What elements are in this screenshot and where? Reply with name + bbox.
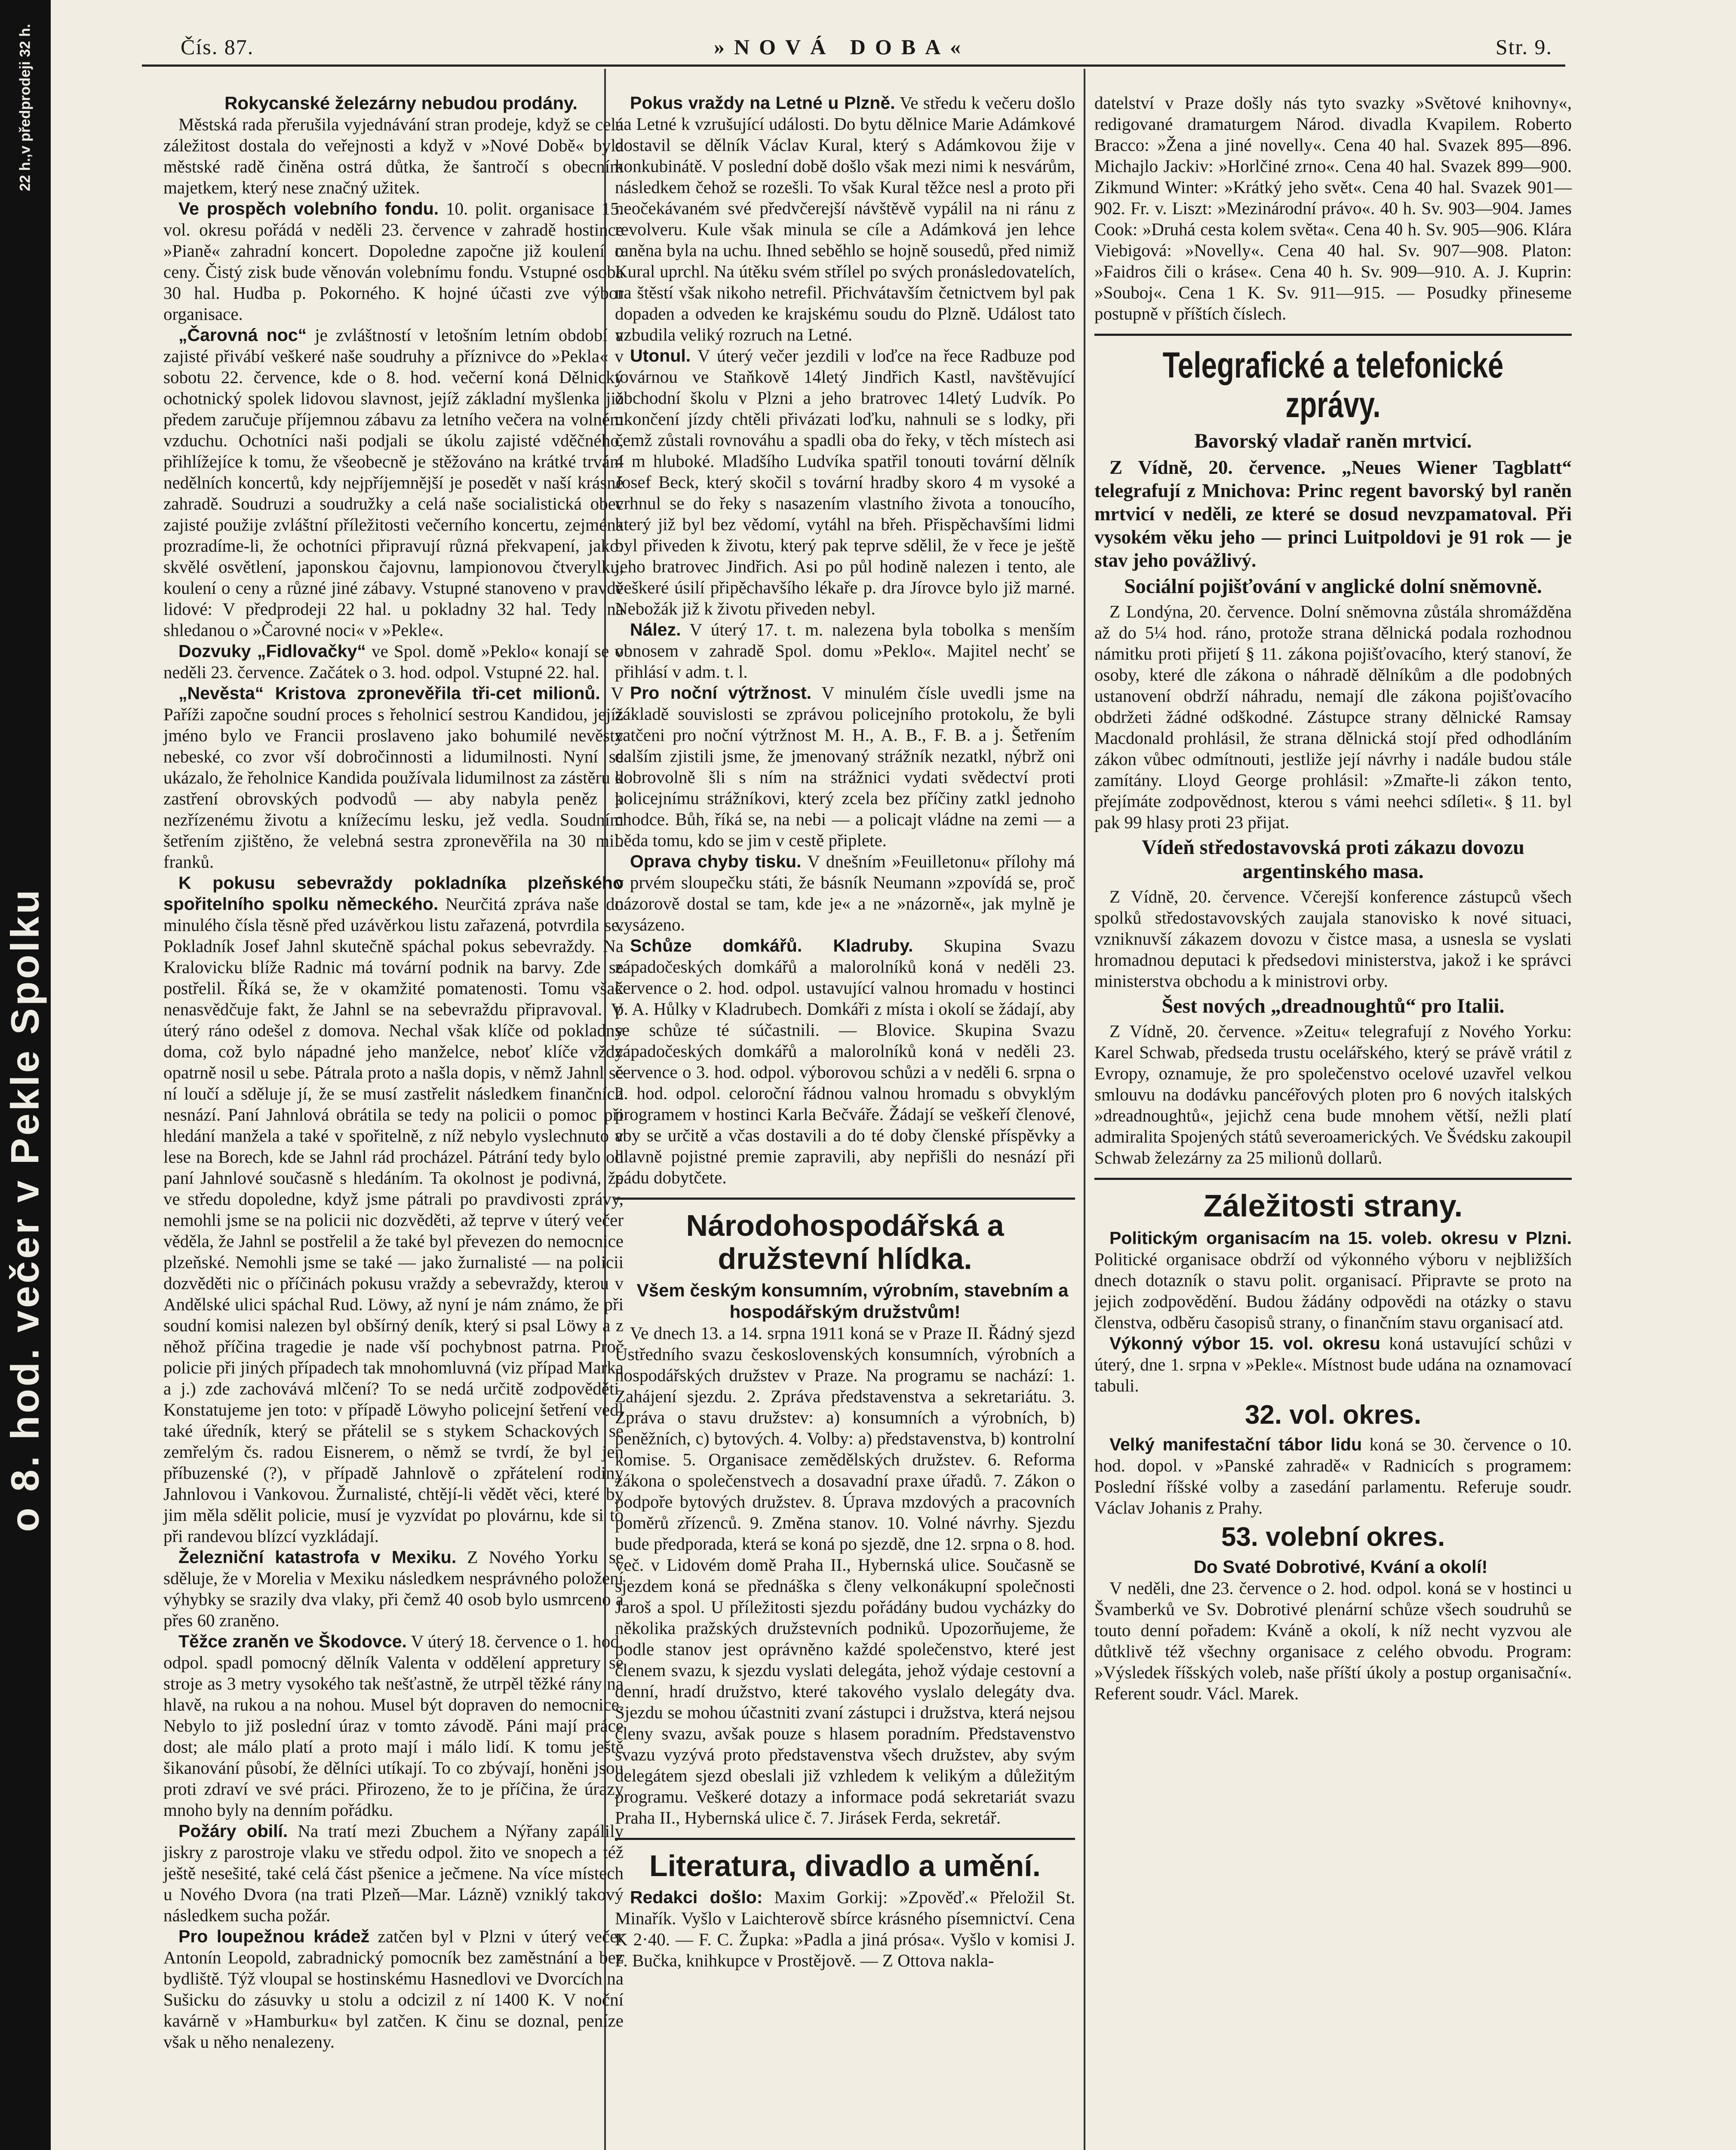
article-text: Na tratí mezi Zbuchem a Nýřany zapálily jiskry z parostroje vlaku ve středu odpol. žito ve snopech a též ještě nesešité, také celá část pšenice a ječmene. Na více místech u Nového Dvora (na trati Plzeň—Mar. Lázně) vzniklý takový následkem sucha požár.	[163, 1821, 624, 1925]
vertical-ad-price: 22 h.,v předprodeji 32 h.	[17, 24, 34, 191]
article-title: „Čarovná noc“	[178, 325, 307, 345]
article-text: Politické organisace obdrží od výkonného výboru v nejbližších dnech dotazník o stavu polit. organisací. Připravte se proto na jejich zodpovědění. Budou žádány odpovědi na otázky o stavu členstva, odběru časopisů strany, o finančním stavu organisací atd.	[1094, 1249, 1572, 1332]
article-text: Ve dnech 13. a 14. srpna 1911 koná se v Praze II. Řádný sjezd Ústředního svazu československých konsumních, výrobních a hospodářských družstev v Praze. Na programu se nachází: 1. Zahájení sjezdu. 2. Zpráva představenstva a sekretariátu. 3. Zpráva o stavu družstev: a) konsumních a výrobních, b) peněžních, c) bytových. 4. Volby: a) představenstva, b) kontrolní komise. 5. Organisace zemědělských družstev. 6. Reforma zákona o společenstvech a dosavadní praxe úřadů. 7. Zákon o podpoře bytových družstev. 8. Úprava mzdových a pracovních poměrů zřízenců. 9. Změna stanov. 10. Volné návrhy. Sjezdu bude předporada, která se koná po sjezdě, dne 12. srpna o 8. hod. več. v Lidovém domě Praha II., Hybernská ulice. Současně se sjezdem koná se přednáška s členy velkonákupní společnosti Jaroš a spol. U příležitosti sjezdu pořádány budou vycházky do několika pražských družstevních podniků. Upozorňujeme, že podle stanov jest oprávněno každé společenstvo, které jest členem svazu, k sjezdu vyslati delegáta, jehož výdaje cestovní a denní, hradí družstvo, které takového vyslalo delegáty dva. Sjezdu se mohou účastniti zvaní zástupci i družstva, která nejsou členy svazu, avšak pouze s hlasem poradním. Představenstvo svazu vyzývá proto představenstva všech družstev, aby svým delegátem sjezd obeslali již vzhledem k velikým a důležitým programu. Veškeré dotazy a informace podá sekretariát svazu Praha II., Hybernská ulice č. 7. Jirásek Ferda, sekretář.	[615, 1323, 1075, 1828]
article-title: Nález.	[630, 620, 681, 639]
subheading: Vídeň středostavovská proti zákazu dovozu argentinského masa.	[1142, 835, 1524, 883]
article-title: Velký manifestační tábor lidu	[1109, 1434, 1362, 1455]
article-title: Redakci došlo:	[630, 1887, 763, 1907]
article-text: V neděli, dne 23. července o 2. hod. odpol. koná se v hostinci u Švamberků ve Sv. Dobrotivé plenární schůze všech soudruhů se touto denní pořadem: Kváně a okolí, k níž necht vyzvou ale důtklivě též všechny organisace z celého obvodu. Program: »Výsledek říšských voleb, naše příští úkoly a postup organisační«. Referent soudr. Václ. Marek.	[1094, 1578, 1572, 1704]
section-heading: Národohospodářská a družstevní hlídka.	[686, 1209, 1004, 1275]
vertical-ad-strip	[0, 0, 51, 2150]
headline: Do Svaté Dobrotivé, Kvání a okolí!	[1193, 1557, 1488, 1577]
article-text: Městská rada přerušila vyjednávání stran prodeje, když se celá záležitost dostala do veřejnosti a když v »Nové Době« byla městské radě činěna ostrá důtka, že šantročí s obecním majetkem, který nese značný užitek.	[163, 114, 624, 197]
section-heading: Telegrafické a telefonické zprávy.	[1162, 345, 1504, 425]
article-title: K pokusu sebevraždy pokladníka plzeňského spořitelního spolku německého.	[163, 873, 624, 914]
article-text: Z Londýna, 20. července. Dolní sněmovna zůstála shromážděna až do 5¼ hod. ráno, protože strana dělnická podala rozhodnou námitku proti přijetí § 11. zákona pojišťovacího, který stanoví, že osoby, které dle zákona o náhradě dělníkům a dle podobných ustanovení obdrží náhradu, nemají dle zákona pojišťovacího obdržeti žádné odškodné. Zástupce strany dělnické Ramsay Macdonald prohlásil, že strana dělnická stojí před odhodláním zákon vůbec odmítnouti, jestliže její návrhy i nadále budou stále zamítány. Lloyd George prohlásil: »Zmařte-li zákon tento, přejímáte zodpovědnost, kterou s vámi neehci sdíleti«. § 11. byl pak 99 hlasy proti 23 přijat.	[1094, 601, 1572, 832]
article-text: Maxim Gorkij: »Zpověď.« Přeložil St. Minařík. Vyšlo v Laichterově sbírce krásného písemnictví. Cena K 2·40. — F. C. Župka: »Padla a jiná prósa«. Vyšlo v komisi J. F. Bučka, knihkupce v Prostějově. — Z Ottova nakla-	[615, 1887, 1075, 1970]
article-text: Z Nového Yorku se sděluje, že v Morelia v Mexiku následkem nesprávného položení výhybky se srazily dva vlaky, při čemž 40 osob bylo usmrceno a přes 60 zraněno.	[163, 1547, 624, 1630]
section-rule	[615, 1198, 1075, 1200]
section-heading: 53. volební okres.	[1221, 1522, 1445, 1552]
page-header	[142, 26, 1565, 60]
subheading: Šest nových „dreadnoughtů“ pro Italii.	[1161, 994, 1505, 1017]
column-rule	[1084, 69, 1085, 2150]
section-heading: Literatura, divadlo a umění.	[649, 1849, 1041, 1883]
issue-number: Čís. 87.	[181, 35, 254, 59]
article-text: V dnešním »Feuilletonu« přílohy má v prvém sloupečku státi, že básník Neumann »zpovídá se, proč názorově dostal se tam, kde je« a ne »názorně«, jak mylně je vysázeno.	[615, 851, 1075, 934]
article-title: Výkonný výbor 15. vol. okresu	[1109, 1333, 1380, 1353]
header-rule	[142, 64, 1565, 67]
article-text: Skupina Svazu západočeských domkářů a malorolníků koná v neděli 23. července o 2. hod. odpol. ustavující valnou hromadu v hostinci p. A. Hůlky v Kladrubech. Domkáři z místa i okolí se žádají, aby se schůze té súčastnili. — Blovice. Skupina Svazu západočeských domkářů a malorolníků koná v neděli 23. července o 3. hod. odpol. výborovou schůzi a v neděli 6. srpna o 2. hod. odpol. celoroční řádnou valnou hromadu s obvyklým programem v hostinci Karla Bečváře. Žádají se veškeří členové, aby se určitě a včas dostavili a do té doby členské příspěvky a hlavně pojistné premie zapravili, aby nepřišli do nesnází při pádu dobytčete.	[615, 936, 1075, 1187]
article-title: Pro loupežnou krádež	[178, 1926, 370, 1946]
section-heading: 32. vol. okres.	[1244, 1400, 1422, 1430]
article-text: datelství v Praze došly nás tyto svazky »Světové knihovny«, redigované dramaturgem Národ. divadla Kvapilem. Roberto Bracco: »Žena a jiné novelly«. Cena 40 hal. Svazek 895—896. Michajlo Jackiv: »Horlčiné zrno«. Cena 40 hal. Svazek 899—900. Zikmund Winter: »Krátký jeho svět«. Cena 40 hal. Svazek 901—902. Fr. v. Liszt: »Mezinárodní právo«. 40 h. Sv. 903—904. James Cook: »Druhá cesta kolem světa«. Cena 40 h. Sv. 905—906. Klára Viebigová: »Novelly«. Cena 40 hal. Sv. 907—908. Platon: »Faidros čili o kráse«. Cena 40 h. Sv. 909—910. A. J. Kuprin: »Souboj«. Cena 1 K. Sv. 911—915. — Posudky přineseme postupně v příštích číslech.	[1094, 93, 1572, 323]
column-3	[1094, 92, 1572, 1704]
article-title: Dozvuky „Fidlovačky“	[178, 641, 366, 661]
column-1	[163, 92, 624, 2052]
section-rule	[1094, 334, 1572, 336]
article-title: Schůze domkářů. Kladruby.	[630, 936, 913, 955]
section-heading: Záležitosti strany.	[1203, 1189, 1463, 1223]
headline: Rokycanské železárny nebudou prodány.	[224, 93, 578, 113]
article-text: Ve středu k večeru došlo na Letné k vzrušující události. Do bytu dělnice Marie Adámkové dostavil se dělník Václav Kural, který s Adámkovou žije v konkubinátě. V poslední době došlo však mezi nimi k nesvárům, následkem čehož se rozešli. To však Kural těžce nesl a proto při neočekávaném své předvčerejší návštěvě vypálil na ni ránu z revolveru. Kule však minula se cíle a Adámková jen lehce raněna byla na uchu. Ihned seběhlo se hojně sousedů, před nimiž Kural uprchl. Na útěku svém střílel po svých pronásledovatelích, na štěstí však nikoho netrefil. Přichvátavším četnictvem byl pak dopaden a odveden ke krajskému soudu do Plzně. Událost tato vzbudila veliký rozruch na Letné.	[615, 93, 1075, 344]
article-title: Požáry obilí.	[178, 1821, 288, 1841]
article-text: Z Vídně, 20. července. »Zeitu« telegrafují z Nového Yorku: Karel Schwab, předseda trustu ocelářského, který se právě vrátil z Evropy, oznamuje, že pro společenstvo ocelové uzavřel velkou smlouvu na dodávku pancéřových ploten pro 6 nových italských »dreadnoughtů«, jejichž cena bude mnohem větší, nežli platí admiralita Spojených států severoamerických. Ve Švédsku zakoupil Schwab železárny za 25 milionů dollarů.	[1094, 1021, 1572, 1167]
article-title: Utonul.	[630, 346, 691, 366]
article-text: V Paříži započne soudní proces s řeholnicí sestrou Kandidou, jejíž jméno bylo ve Francii proslaveno jako bohumilé nevěsty nebeské, co zvor vší dobročinnosti a lidumilnosti. Nyní se ukázalo, že řeholnice Kandida používala lidumilnost za zástěru k zastření obrovských podvodů — aby nabyla peněz k nezřízenému životu a knížecímu lesku, jež vedla. Soudním šetřením zjištěno, že velebná sestra zpronevěřila na 30 mil. franků.	[163, 683, 624, 872]
page-number: Str. 9.	[1495, 35, 1552, 59]
article-text: V úterý 18. července o 1. hod. odpol. spadl pomocný dělník Valenta v oddělení appretury se stroje as 3 metry vysokého tak nešťastně, že utrpěl těžké rány na hlavě, na rukou a na nohou. Musel být dopraven do nemocnice. Nebylo to již poslední úraz v tomto závodě. Páni mají práce dost; ale málo platí a proto mají i málo lidí. K tomu ještě šikanování působí, že dělníci utíkají. To co zbývají, honěni jsou proti zdraví ve své práci. Přirozeno, že to je příčina, že úrazy mnoho byly na denním pořádku.	[163, 1631, 624, 1820]
article-text: ve Spol. domě »Peklo« konají se v neděli 23. července. Začátek o 3. hod. odpol. Vstupné 22. hal.	[163, 641, 624, 682]
article-title: Pro noční výtržnost.	[630, 683, 812, 703]
article-text: V úterý večer jezdili v loďce na řece Radbuze pod továrnou ve Staňkově 14letý Jindřich Kastl, navštěvující obchodní školu v Plzni a jeho bratrovec 14letý Ludvík. Po ukončení jízdy chtěli přivázati loďku, nahnuli se s lodky, při čemž zůstali rovnováhu a spadli oba do řeky, v těch místech asi 4 m hluboké. Mladšího Ludvíka spatřil tonouti tovární dělník Josef Beck, který skočil s tovární hradby skoro 4 m vysoké a vrhnul se do řeky s nasazením vlastního života a tonoucího, který již byl bez vědomí, vytáhl na břeh. Přispěchavšími lidmi byl přiveden k životu, který pak teprve sdělil, že v řece je ještě jeho bratrovec Jindřich. Asi po půl hodině nalezen i tento, ale veškeré úsilí připěchavšího lékaře p. dra Jírovce bylo již marné. Nebožák již k životu přiveden nebyl.	[615, 346, 1075, 618]
section-rule	[1094, 1178, 1572, 1180]
article-text: koná se 30. července o 10. hod. dopol. v »Panské zahradě« v Radnicích s programem: Poslední říšské volby a zasedání parlamentu. Referuje soudr. Václav Johanis z Prahy.	[1094, 1434, 1572, 1518]
article-text: V minulém čísle uvedli jsme na základě souvislosti se zprávou policejního protokolu, že byli zatčeni pro noční výtržnost M. H., A. B., F. B. a j. Šetřením dalším zjistili jsme, že jmenovaný strážník nezatkl, nýbrž oni dobrovolně šli s ním na strážnici vydati svědectví proti policejnímu strážníkovi, který zcela bez příčiny zatkl jednoho chodce. Bůh, říká se, na nebi — a policajt vládne na zemi — a běda tomu, kdo se jim v cestě připlete.	[615, 683, 1075, 850]
article-text: 10. polit. organisace 15. vol. okresu pořádá v neděli 23. července v zahradě hostince »Pianě« zahradní koncert. Dopoledne započne již koulení o ceny. Čistý zisk bude věnován volebnímu fondu. Vstupné osoba 30 hal. Hudba p. Pokorného. K hojné účasti zve výbor organisace.	[163, 199, 624, 324]
article-title: Těžce zraněn ve Škodovce.	[178, 1631, 407, 1651]
article-title: „Nevěsta“ Kristova zpronevěřila tři-cet milionů.	[178, 683, 600, 703]
article-text: Neurčitá zpráva naše do minulého čísla těsně před uzávěrkou listu zařazená, potvrdila se. Pokladník Josef Jahnl skutečně spáchal pokus sebevraždy. Na Kralovicku blíže Radnic má tovární podnik na barvy. Zde se postřelil. Říká se, že v okamžité pomatenosti. Tomu však nenasvědčuje fakt, že Jahnl se na sebevraždu připravoval. V úterý ráno odešel z domova. Nechal však klíče od pokladny doma, což bylo nápadné jeho manželce, neboť klíče vždy opatrně nosil u sebe. Pátrala proto a našla dopis, v němž Jahnl se ní loučí a sděluje jí, že se musí zastřelit následkem finančních nesnází. Paní Jahnlová obrátila se tedy na policii o pomoc při hledání manžela a také v spořitelně, z níž nebylo vyslechnuto v lese na Borech, kde se Jahnl rád procházel. Pátrání tedy bylo od paní Jahnlové současně s hledáním. Ta okolnost je podivná, že ve středu dopoledne, když jsme pátrali po pravdivosti zprávy, nemohli jsme se na policii nic dozvěděti, až teprve v úterý večer věděla, že Jahnl se postřelil a že také byl převezen do nemocnice plzeňské. Nemohli jsme se také — jako žurnalisté — na policii dozvěděti nic o příčinách pokusu vraždy a sebevraždy, kterou v Andělské ulici spáchal Rud. Löwy, až nyní je nám známo, že při soudní komisi nalezen byl obšírný deník, který si psal Löwy a z něhož příčina tragedie je nade vší pochybnost patrna. Proč policie při jiných případech tak mnohomluvná (viz případ Marka a j.) zde zachovává mlčení? To se nedá určitě zodpověděti. Konstatujeme jen toto: v případě Löwyho policejní šetření vedl také úředník, který se přátelil se s stykem Schackových se zemřelým čs. radou Eisnerem, o němž se tvrdí, že byl jen příbuzenské (?), v případě Jahnlově o zpřátelení rodiny Jahnlovou i Vankovou. Žurnalisté, chtějí-li vědět věci, které by jim měla sdělit policie, musí je vyzvídat po plovárnu, kde si to při randevou blízcí vyzkládají.	[163, 894, 624, 1546]
article-title: Politickým organisacím na 15. voleb. okresu v Plzni.	[1109, 1228, 1572, 1248]
subheading: Sociální pojišťování v anglické dolní sněmovně.	[1124, 574, 1542, 598]
article-text: V úterý 17. t. m. nalezena byla tobolka s menším obnosem v zahradě Spol. domu »Peklo«. Majitel nechť se přihlásí v adm. t. l.	[615, 620, 1075, 682]
subheading: Bavorský vladař raněn mrtvicí.	[1194, 429, 1472, 452]
article-title: Pokus vraždy na Letné u Plzně.	[630, 93, 895, 113]
article-title: Železniční katastrofa v Mexiku.	[178, 1547, 457, 1567]
article-text: zatčen byl v Plzni v úterý večer Antonín Leopold, zabradnický pomocník bez zaměstnání a bez bydliště. Týž vloupal se hostinskému Hasnedlovi ve Dvorcích na Sušicku do zásuvky u stolu a odcizil z ní 1400 K. V noční kavárně v »Hamburku« byl zatčen. K činu se doznal, peníze však u něho nenalezeny.	[163, 1926, 624, 2052]
article-text: Z Vídně, 20. července. Včerejší konference zástupců všech spolků středostavovských zaujala stanovisko k nové situaci, vzniknuvší zákazem dovozu v čistce masa, a usnesla se vyslati hromadnou deputaci k předsedovi ministerstva, jakož i ke správci ministerstva obchodu a k ministrovi orby.	[1094, 886, 1572, 991]
article-title: Oprava chyby tisku.	[630, 851, 802, 871]
vertical-ad-text: o 8. hod. večer v Pekle Spolku	[3, 887, 47, 1532]
article-text: je zvláštností v letošním letním období a zajisté přivábí veškeré naše soudruhy a příznivce do »Pekla« v sobotu 22. července, kde o 8. hod. večerní koná Dělnický ochotnický spolek lidovou slavnost, jejíž základní myšlenka již předem zaručuje příjemnou zábavu za letního večera na volném vzduchu. Ochotníci naši podjali se úkolu zajisté vděčného, přihlížejíce k tomu, že všeobecně je stěžováno na krátké trvání nedělních koncertů, kdy nejpříjemnější je posedět v naší krásné zahradě. Soudruzi a soudružky a celá naše socialistická obec zajisté použije zvláštní příležitosti večerního koncertu, zejména prozradíme-li, že ochotníci připravují různá překvapení, jako: skvělé osvětlení, japonskou čajovnu, lampionovou čtverylku, koulení o ceny a různé jiné zábavy. Vstupné stanoveno v pravdě lidové: V předprodeji 22 hal. u pokladny 32 hal. Tedy na shledanou o »Čarovné noci« v »Pekle«.	[163, 325, 624, 640]
masthead: »NOVÁ DOBA«	[714, 35, 971, 59]
section-rule	[615, 1838, 1075, 1840]
article-text: koná ustavující schůzi v úterý, dne 1. srpna v »Pekle«. Místnost bude udána na oznamovací tabuli.	[1094, 1333, 1572, 1395]
headline: Všem českým konsumním, výrobním, stavebním a hospodářským družstvům!	[636, 1280, 1069, 1322]
article-title: Ve prospěch volebního fondu.	[178, 199, 439, 218]
article-text: Z Vídně, 20. července. „Neues Wiener Tagblatt“ telegrafují z Mnichova: Princ regent bavorský byl raněn mrtvicí v neděli, ze které se dosud nevzpamatoval. Při vysokém věku jeho — princi Luitpoldovi je 91 rok — je stav jeho povážlivý.	[1094, 456, 1572, 571]
column-2	[615, 92, 1075, 1971]
